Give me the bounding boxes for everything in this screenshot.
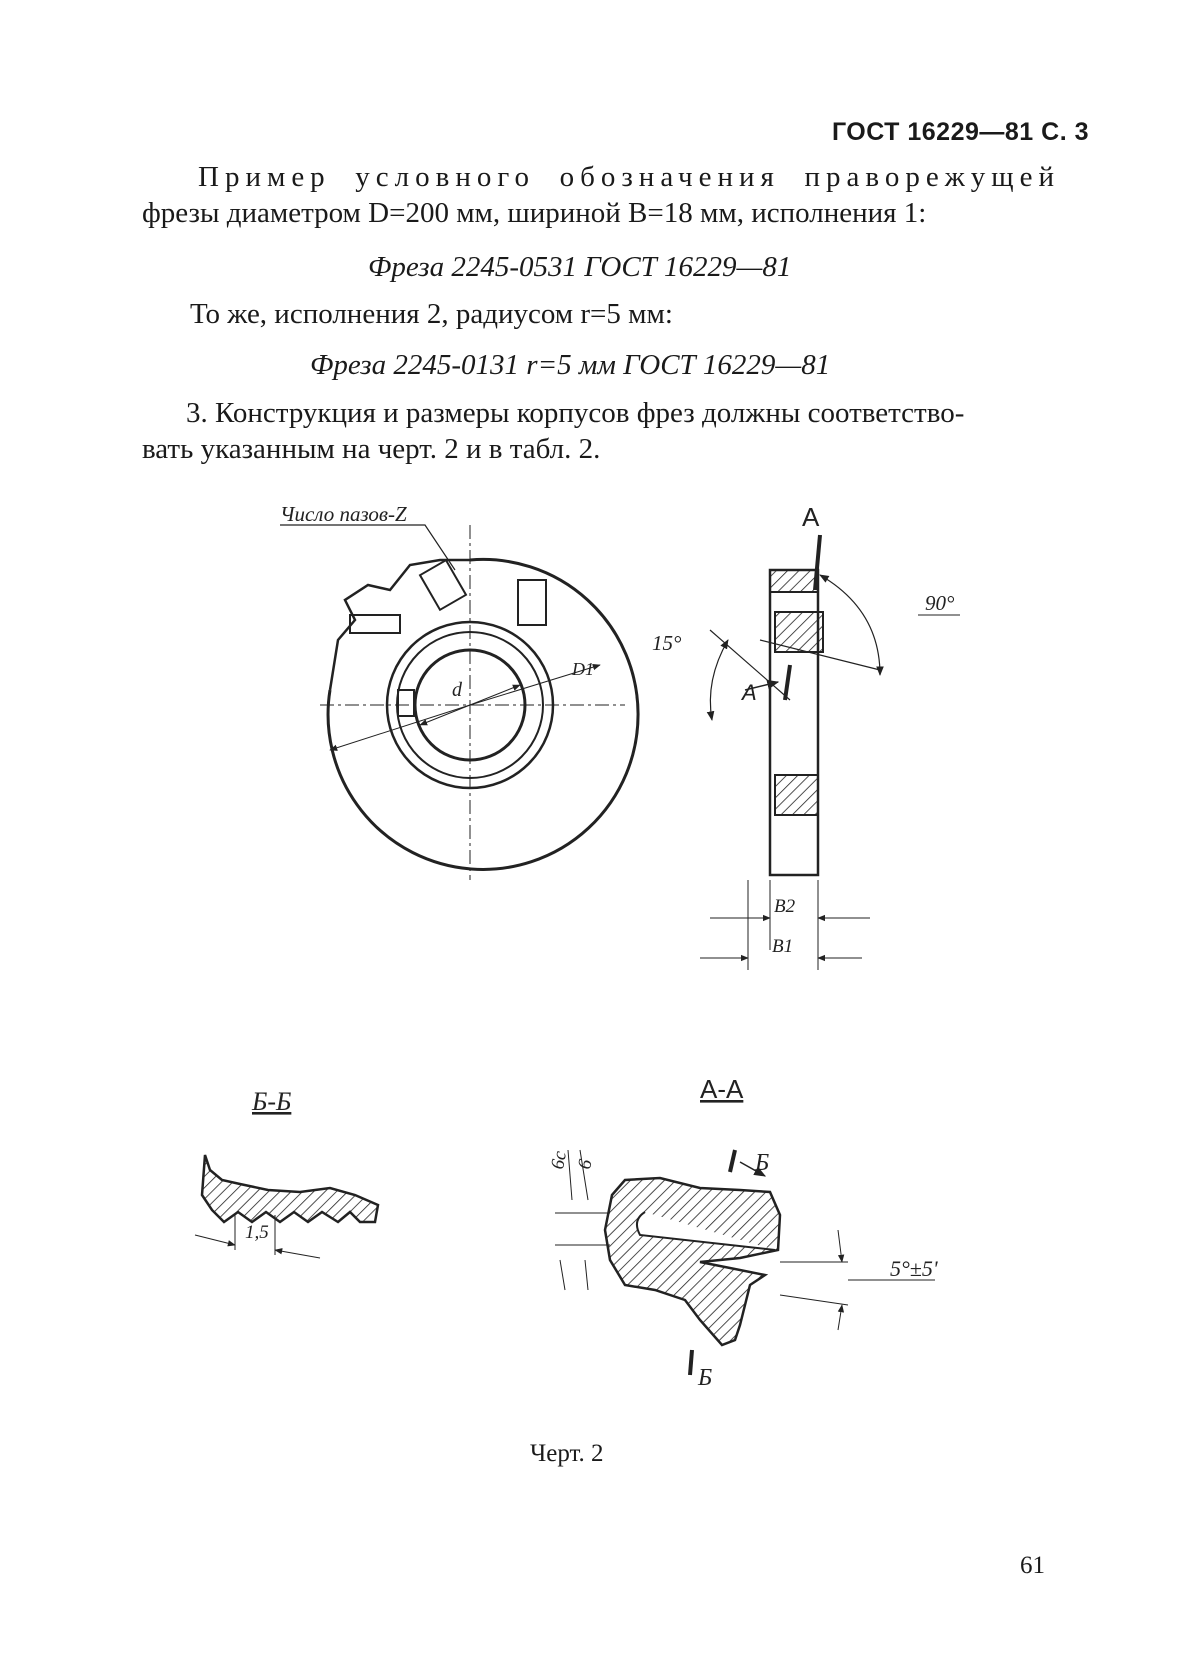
dim-6-label: 6	[574, 1157, 597, 1171]
section-bb-title: Б-Б	[252, 1087, 292, 1116]
angle-90-label: 90°	[925, 591, 955, 615]
section-aa	[555, 1150, 935, 1375]
same-line: То же, исполнения 2, радиусом r=5 мм:	[190, 298, 673, 330]
slots-label: Число пазов-Z	[280, 502, 407, 526]
designation-2: Фреза 2245-0131 r=5 мм ГОСТ 16229—81	[310, 349, 831, 381]
B2-label: B2	[774, 896, 796, 917]
section-bb	[195, 1155, 378, 1258]
angle-15-label: 15°	[652, 631, 682, 655]
example-line-1: Пример условного обозначения праворежущей	[198, 161, 1060, 193]
front-view	[280, 525, 638, 880]
dim-6c-label: 6c	[547, 1149, 572, 1171]
A-top-label: A	[802, 502, 820, 532]
B1-label: B1	[772, 936, 794, 957]
D1-label: D1	[572, 659, 594, 679]
page-header: ГОСТ 16229—81 С. 3	[831, 118, 1089, 146]
B-top-label: Б	[755, 1150, 770, 1176]
B-bottom-label: Б	[698, 1365, 713, 1391]
angle-5-label: 5°±5'	[890, 1256, 938, 1281]
item-3-line-1: 3. Конструкция и размеры корпусов фрез должны соответство-	[186, 397, 965, 429]
d-label: d	[452, 679, 462, 701]
designation-1: Фреза 2245-0531 ГОСТ 16229—81	[368, 251, 792, 283]
section-aa-title: A-A	[700, 1074, 744, 1104]
figure-caption: Черт. 2	[530, 1440, 604, 1467]
A-mid-label: A	[742, 680, 757, 705]
page-number: 61	[1020, 1552, 1045, 1579]
item-3-line-2: вать указанным на черт. 2 и в табл. 2.	[142, 433, 601, 465]
example-line-2: фрезы диаметром D=200 мм, шириной B=18 мм, исполнения 1:	[142, 197, 927, 229]
dim-1-5-label: 1,5	[245, 1222, 269, 1243]
